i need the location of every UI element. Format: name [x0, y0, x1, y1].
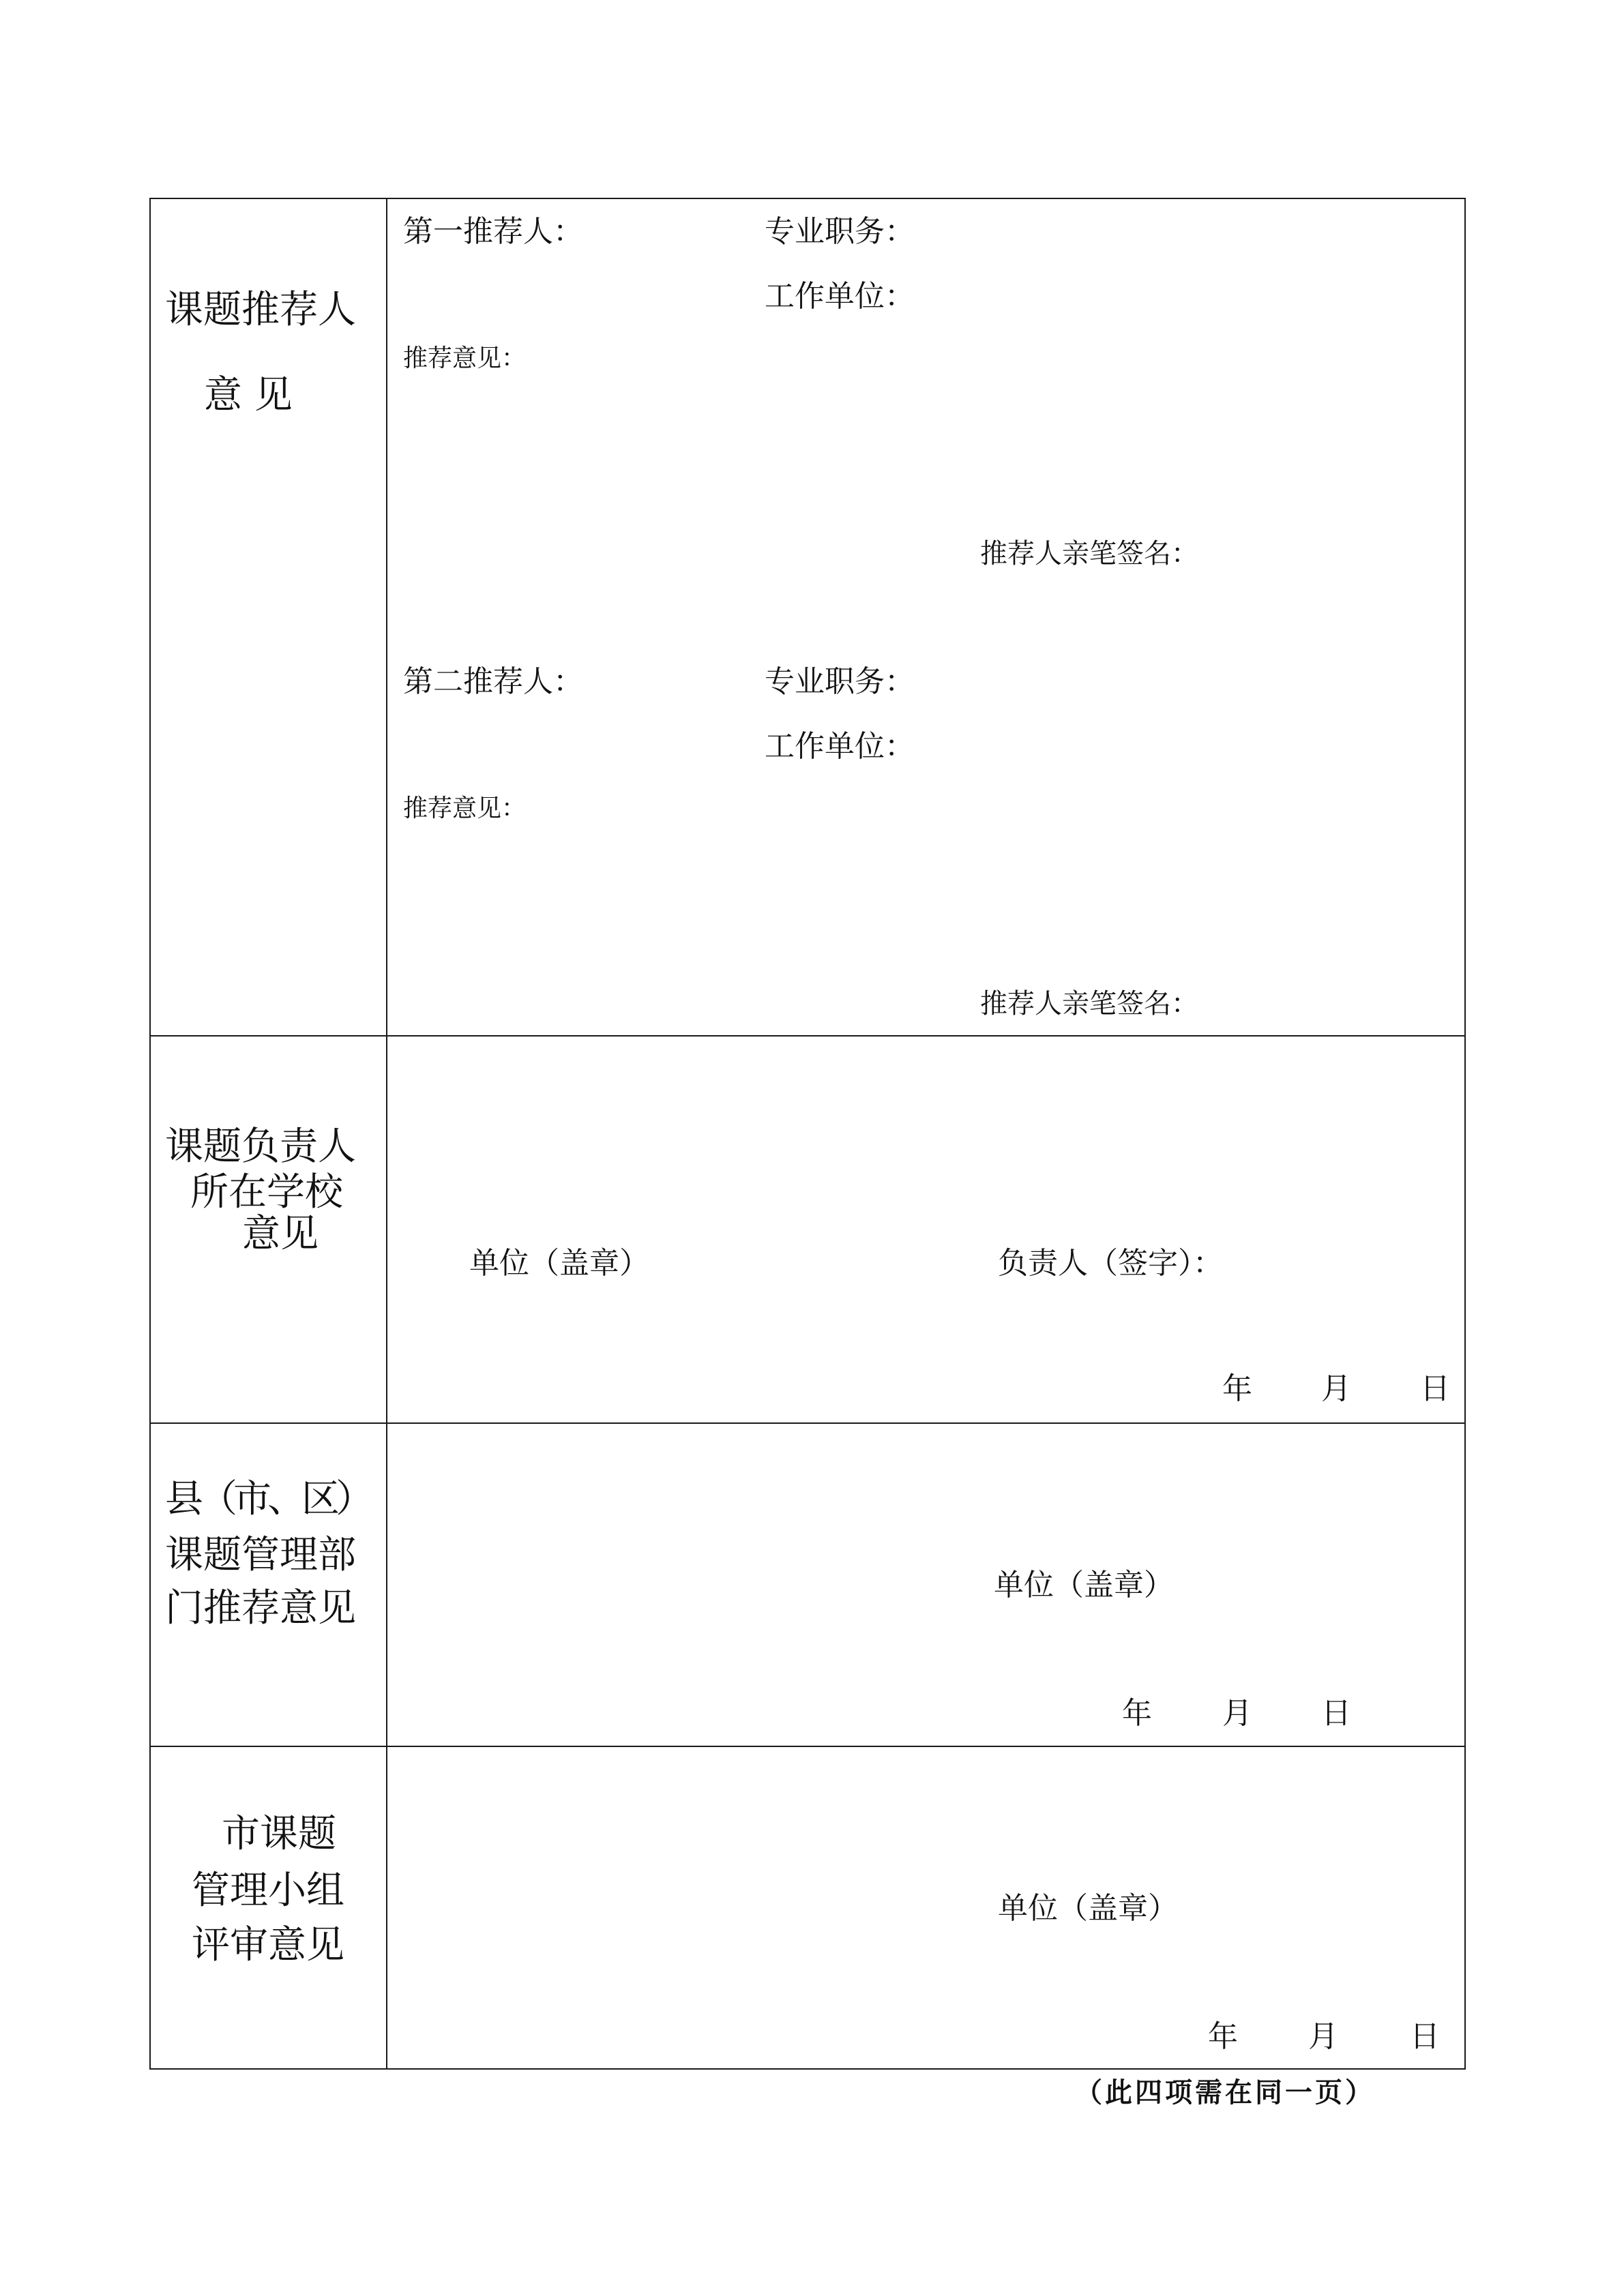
city-label-line-3: 评审意见	[192, 1923, 344, 1967]
first-recommender-name-label: 第一推荐人：	[403, 214, 583, 249]
second-recommender-unit-label: 工作单位：	[765, 729, 915, 764]
recommender-label-line-1: 课题推荐人	[165, 288, 356, 332]
city-date-day: 日	[1410, 2019, 1440, 2054]
first-recommender-signature-label: 推荐人亲笔签名：	[980, 538, 1198, 569]
county-label-line-2: 课题管理部	[165, 1533, 356, 1577]
county-date-month: 月	[1222, 1696, 1252, 1731]
school-date-month: 月	[1321, 1371, 1351, 1406]
second-recommender-signature-label: 推荐人亲笔签名：	[980, 988, 1198, 1019]
city-date-year: 年	[1208, 2019, 1238, 2054]
county-stamp-label: 单位（盖章）	[994, 1568, 1174, 1602]
county-date-day: 日	[1321, 1696, 1351, 1731]
second-recommender-title-label: 专业职务：	[765, 664, 915, 699]
row-divider-recommender	[149, 1035, 1466, 1037]
label-column-divider	[386, 198, 387, 2070]
footer-note: （此四项需在同一页）	[1075, 2076, 1375, 2108]
second-recommender-name-label: 第二推荐人：	[403, 664, 583, 699]
row-divider-county	[149, 1746, 1466, 1747]
second-recommender-opinion-label: 推荐意见：	[403, 794, 527, 822]
school-head-signature-label: 负责人（签字）：	[998, 1246, 1223, 1281]
county-label-line-3: 门推荐意见	[165, 1586, 356, 1630]
city-date-month: 月	[1308, 2019, 1338, 2054]
school-label-line-1: 课题负责人	[165, 1124, 356, 1169]
first-recommender-opinion-label: 推荐意见：	[403, 344, 527, 372]
school-date-day: 日	[1420, 1371, 1450, 1406]
school-label-line-3: 意见	[242, 1212, 319, 1256]
city-label-line-1: 市课题	[222, 1812, 336, 1856]
school-stamp-label: 单位（盖章）	[469, 1246, 649, 1281]
recommender-label-line-2: 意 见	[204, 373, 293, 417]
city-stamp-label: 单位（盖章）	[998, 1891, 1178, 1926]
city-label-line-2: 管理小组	[192, 1868, 344, 1913]
county-label-line-1: 县（市、区）	[165, 1477, 370, 1521]
county-date-year: 年	[1122, 1696, 1152, 1731]
school-label-line-2: 所在学校	[190, 1170, 343, 1214]
first-recommender-unit-label: 工作单位：	[765, 279, 915, 314]
first-recommender-title-label: 专业职务：	[765, 214, 915, 249]
school-date-year: 年	[1222, 1371, 1252, 1406]
row-divider-school	[149, 1422, 1466, 1424]
